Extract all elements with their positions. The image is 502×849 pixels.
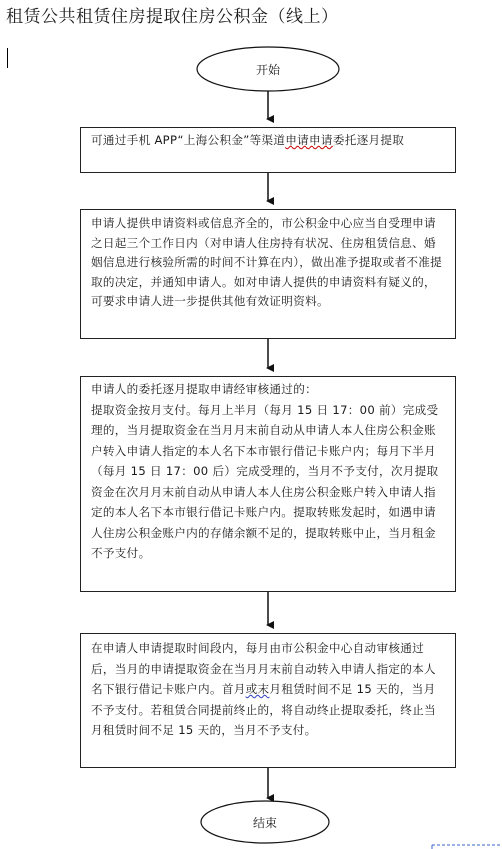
- end-label: 结束: [252, 816, 277, 830]
- step4-text-part3: 月租赁时间不足 15 天的，当月不予支付。若租赁合同提前终止的，将自动终止提取委托，终止当月租赁时间不足 15 天的，当月不予支付。: [91, 682, 436, 737]
- step1-text-part3: 委托逐月提取: [332, 133, 405, 147]
- step1-box: [80, 127, 456, 173]
- step2-text: 申请人提供申请资料或信息齐全的，市公积金中心应当自受理申请之日起三个工作日内（对申请人住房持有状况、住房租赁信息、婚姻信息进行核验所需的时间不计算在内），做出准予提取或者不准提取的决定，并通知申请人。如对申请人提供的申请资料有疑义的，可要求申请人进一步提供其他有效证明资料。: [91, 216, 443, 308]
- step4-text-part2: 或末: [245, 682, 270, 696]
- step4-box: [80, 633, 456, 768]
- start-label: 开始: [255, 63, 280, 77]
- step1-text-part1: 可通过手机 APP“上海公积金”等渠道: [91, 133, 286, 147]
- step2-box: [80, 209, 456, 339]
- step3-text: 提取资金按月支付。每月上半月（每月 15 日 17：00 前）完成受理的，当月提取资金在当月月末前自动从申请人本人住房公积金账户转入申请人指定的本人名下本市银行借记卡账户内；每月下半月（每月 15 日 17：00 后）完成受理的，当月不予支付，次月提取资金在次月月末前自动从申请人本人住房公积金账户转入申请人指定的本人名下本市银行借记卡账户内。提取转账发起时，如遇申请人住房公积金账户内的存储余额不足的，提取转账中止，当月租金不予支付。: [91, 402, 439, 560]
- step3-box: [80, 376, 456, 592]
- page-title: 租赁公共租赁住房提取住房公积金（线上）: [6, 7, 339, 27]
- step4-text-part1: 在申请人申请提取时间段内，每月由市公积金中心自动审核通过后，当月的申请提取资金在当月月末前自动转入申请人指定的本人名下银行借记卡账户内。首月: [91, 641, 436, 696]
- step1-text-part2: 申请申请: [285, 133, 333, 147]
- step3-heading: 申请人的委托逐月提取申请经审核通过的：: [91, 382, 317, 396]
